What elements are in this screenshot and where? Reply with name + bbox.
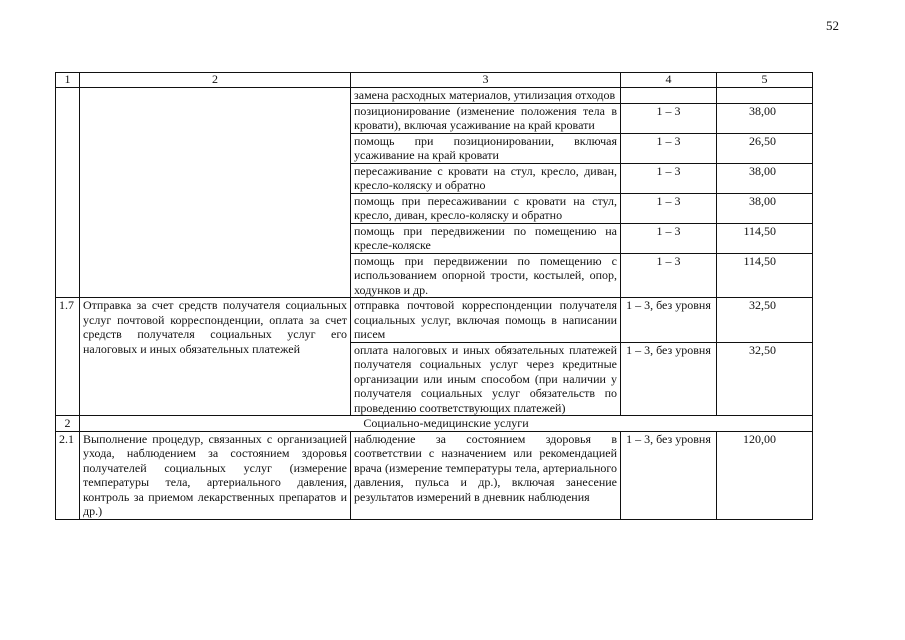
page-number: 52 — [826, 18, 839, 33]
section-title: Социально-медицинские услуги — [80, 416, 813, 432]
header-col-4: 4 — [621, 73, 717, 88]
service-level: 1 – 3 — [621, 253, 717, 298]
service-level: 1 – 3, без уровня — [621, 298, 717, 343]
service-price: 114,50 — [717, 223, 813, 253]
service-price: 38,00 — [717, 163, 813, 193]
item-number: 2.1 — [56, 431, 80, 519]
section-heading-row — [56, 416, 813, 432]
service-price: 38,00 — [717, 103, 813, 133]
service-description: помощь при пересаживании с кровати на стул, кресло, диван, кресло-коляску и обратно — [351, 193, 621, 223]
service-price: 32,50 — [717, 298, 813, 343]
service-description: наблюдение за состоянием здоровья в соответствии с назначением или рекомендацией врача (измерение температуры тела, артериального давления, пульса и др.), включая занесение результатов измерений в дневник наблюдения — [351, 431, 621, 519]
header-col-2: 2 — [80, 73, 351, 88]
service-price: 38,00 — [717, 193, 813, 223]
tariff-table — [55, 72, 813, 520]
service-title: Отправка за счет средств получателя социальных услуг почтовой корреспонденции, оплата за счет средств получателя социальных услуг его налоговых и иных обязательных платежей — [80, 298, 351, 416]
empty-num-cell — [56, 88, 80, 298]
service-description: пересаживание с кровати на стул, кресло, диван, кресло-коляску и обратно — [351, 163, 621, 193]
column-number-header — [56, 73, 813, 88]
service-price: 114,50 — [717, 253, 813, 298]
service-description: позиционирование (изменение положения тела в кровати), включая усаживание на край кровати — [351, 103, 621, 133]
service-level: 1 – 3 — [621, 133, 717, 163]
service-level: 1 – 3, без уровня — [621, 431, 717, 519]
header-col-5: 5 — [717, 73, 813, 88]
table-row — [56, 431, 813, 519]
table-row — [56, 298, 813, 343]
table-row — [56, 88, 813, 104]
service-level: 1 – 3 — [621, 193, 717, 223]
service-description: помощь при передвижении по помещению с использованием опорной трости, костылей, опор, ходунков и др. — [351, 253, 621, 298]
header-col-3: 3 — [351, 73, 621, 88]
service-description: помощь при передвижении по помещению на кресле-коляске — [351, 223, 621, 253]
service-level: 1 – 3 — [621, 163, 717, 193]
service-description: помощь при позиционировании, включая усаживание на край кровати — [351, 133, 621, 163]
service-level: 1 – 3 — [621, 103, 717, 133]
service-level: 1 – 3 — [621, 223, 717, 253]
section-number: 2 — [56, 416, 80, 432]
service-title: Выполнение процедур, связанных с организацией ухода, наблюдением за состоянием здоровья получателей социальных услуг (измерение температуры тела, артериального давления, контроль за приемом лекарственных препаратов и др.) — [80, 431, 351, 519]
service-description: отправка почтовой корреспонденции получателя социальных услуг, включая помощь в написании писем — [351, 298, 621, 343]
service-price: 26,50 — [717, 133, 813, 163]
header-col-1: 1 — [56, 73, 80, 88]
service-level: 1 – 3, без уровня — [621, 342, 717, 416]
service-price: 32,50 — [717, 342, 813, 416]
empty-service-cell — [80, 88, 351, 298]
service-price — [717, 88, 813, 104]
service-description: замена расходных материалов, утилизация отходов — [351, 88, 621, 104]
service-price: 120,00 — [717, 431, 813, 519]
service-description: оплата налоговых и иных обязательных платежей получателя социальных услуг через кредитные организации или иным способом (при наличии у получателя социальных услуг обязательств по проведению соответствующих платежей) — [351, 342, 621, 416]
service-level — [621, 88, 717, 104]
item-number: 1.7 — [56, 298, 80, 416]
